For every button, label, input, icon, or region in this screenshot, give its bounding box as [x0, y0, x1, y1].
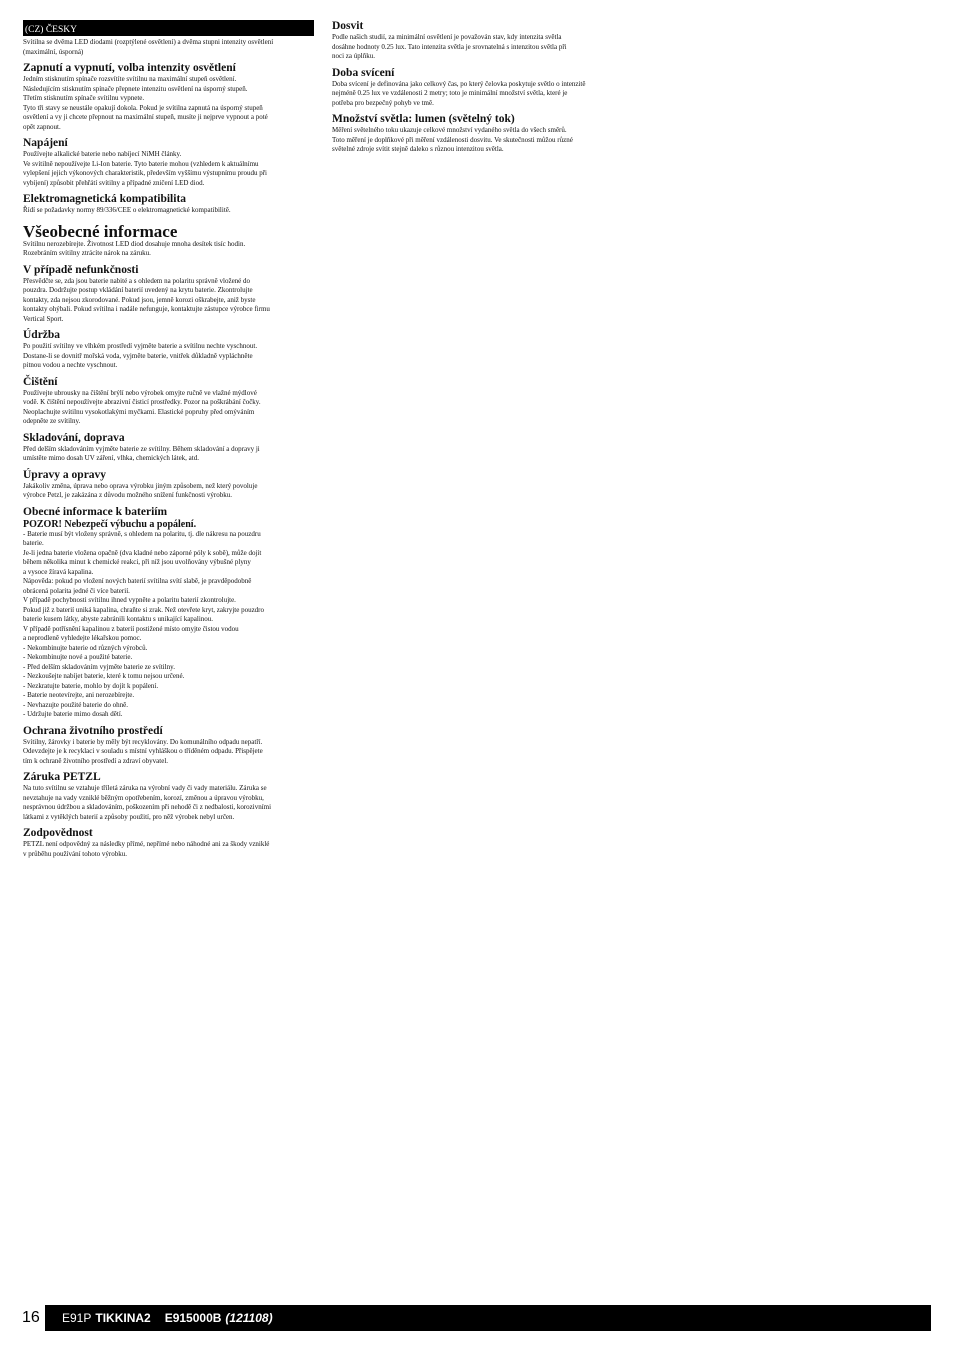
battery-warning: POZOR! Nebezpečí výbuchu a popálení.: [23, 518, 197, 530]
section-liability: [23, 827, 314, 859]
section-burn-time: [332, 67, 624, 109]
section-title: Množství světla: lumen (světelný tok): [332, 113, 515, 125]
section-text: Jakákoliv změna, úprava nebo oprava výrobku jiným způsobem, než který povoluje výrobce Petzl, je zakázána z důvodu možného snížení funkčnosti výrobku.: [23, 481, 258, 499]
section-power-intensity: [23, 62, 314, 132]
section-text: Měření světelného toku ukazuje celkové množství vydaného světla do všech směrů. Toto měření je doplňkové při měření vzdálenosti dosvitu. Ve skutečnosti můžou různé světelné zdroje svítit stejně daleko s různou intenzitou světla.: [332, 126, 573, 153]
section-title: Obecné informace k bateriím: [23, 505, 168, 518]
section-title: Úpravy a opravy: [23, 468, 107, 481]
intro-text: Svítilna se dvěma LED diodami (rozptýlené osvětlení) a dvěma stupni intenzity osvětlení (maximální, úsporná): [23, 38, 274, 56]
section-text: Svítilny, žárovky i baterie by měly být recyklovány. Do komunálního odpadu nepatří. Odevzdejte je k recyklaci v souladu s místní vyhláškou o tříděném odpadu. Přispějete tím k ochraně životního prostředí a zdraví obyvatel.: [23, 737, 263, 765]
section-text: Před delším skladováním vyjměte baterie ze svítilny. Během skladování a dopravy ji umístěte mimo dosah UV záření, vlhka, chemických látek, atd.: [23, 444, 260, 462]
section-text: Na tuto svítilnu se vztahuje tříletá záruka na výrobní vady či vady materiálu. Záruka se nevztahuje na vady vzniklé běžným opotřebením, korozí, změnou a úpravou výrobku, nesprávnou údržbou a skladováním, poškozením při nehodě či z nedbalosti, korozivními látkami z vytěklých baterií a způsoby použití, pro něž výrobek nebyl určen.: [23, 784, 272, 821]
section-environment: [23, 725, 314, 767]
section-text: Používejte ubrousky na čištění brýlí nebo výrobek omyjte ručně ve vlažné mýdlové vodě. K čištění nepoužívejte abrazivní čisticí prostředky. Pozor na poškrábání čočky. Neoplachujte svítilnu vysokotlakými myčkami. Elastické popruhy před omýváním odepněte ze svítilny.: [23, 388, 261, 425]
section-title: Elektromagnetická kompatibilita: [23, 193, 187, 205]
general-info-text: Svítilnu nerozebírejte. Životnost LED diod dosahuje mnoha desítek tisíc hodin. Rozebráním svítilny ztrácíte nárok na záruku.: [23, 239, 246, 257]
section-text: Používejte alkalické baterie nebo nabíjecí NiMH články. Ve svítilně nepoužívejte Li-Ion baterie. Tyto baterie mohou (vzhledem k aktuálnímu vylepšení jejich výkonových charakteristik, především vyššímu výstupnímu proudu při vybíjení) způsobit přehřátí svítilny a případné zničení LED diod.: [23, 150, 267, 187]
language-header: (CZ) ČESKY: [23, 20, 314, 36]
page-number: 16: [22, 1309, 40, 1326]
section-malfunction: [23, 264, 314, 325]
section-text: Přesvědčte se, zda jsou baterie nabité a s ohledem na polaritu správně vložené do pouzdra. Dodržujte postup vkládání baterií uvedený na krytu baterie. Zkontrolujte kontakty, zda nejsou zkorodované. Pokud jsou, jemně korozi oškrabejte, aniž byste kontakty ohýbali. Pokud svítilna i nadále nefunguje, kontaktujte zástupce výrobce firmu Vertical Sport.: [23, 276, 270, 323]
section-title: Záruka PETZL: [23, 771, 101, 783]
section-title: Ochrana životního prostředí: [23, 724, 163, 737]
section-title: Zapnutí a vypnutí, volba intenzity osvětlení: [23, 62, 236, 74]
section-batteries: [23, 506, 314, 720]
section-beam-distance: [332, 20, 624, 62]
reference-code: E915000B: [164, 1311, 222, 1325]
section-text: Doba svícení je definována jako celkový čas, po který čelovka poskytuje světlo o intenzitě nejméně 0.25 lux ve vzdálenosti 2 metry; toto je minimální množství světla, které je potřeba pro bezpečný pohyb ve tmě.: [332, 79, 586, 107]
general-info-title: Všeobecné informace: [23, 221, 178, 241]
page-footer: [0, 1305, 954, 1331]
section-text: Podle našich studií, za minimální osvětlení je považován stav, kdy intenzita světla dosáhne hodnoty 0.25 lux. Tato intenzita světla je srovnatelná s intenzitou světla při noci za úplňku.: [332, 33, 567, 60]
left-column: [23, 20, 314, 859]
section-text: - Baterie musí být vloženy správně, s ohledem na polaritu, tj. dle nákresu na pouzdru baterie. Je-li jedna baterie vložena opačně (dva kladné nebo záporné póly k sobě), může dojít během několika minut k chemické reakci, při níž jsou uvolňovány výbušné plyny a vysoce žíravá kapalina. Nápověda: pokud po vložení nových baterií svítilna svítí slabě, je pravděpodobně obrácená polarita jedné či více baterií. V případě pochybnosti svítilnu ihned vypněte a polaritu baterií zkontrolujte. Pokud již z baterií uniká kapalina, chraňte si zrak. Než otevřete kryt, zakryjte pouzdro baterie kusem látky, abyste zabránili kontaktu s unikající kapalinou. V případě potřísnění kapalinou z baterií postižené místo omyjte čistou vodou a neprodleně vyhledejte lékařskou pomoc. - Nekombinujte baterie od různých výrobců. - Nekombinujte nové a použité baterie. - Před delším skladováním vyjměte baterie ze svítilny. - Nezkoušejte nabíjet baterie, které k tomu nejsou určené. - Nezkratujte baterie, mohlo by dojít k popálení. - Baterie neotevírejte, ani nerozebírejte. - Nevhazujte použité baterie do ohně. - Udržujte baterie mimo dosah dětí.: [23, 529, 265, 718]
section-lumen: [332, 113, 624, 155]
section-maintenance: [23, 329, 314, 371]
section-text: Jedním stisknutím spínače rozsvítíte svítilnu na maximální stupeň osvětlení. Následujícím stisknutím spínače přepnete intenzitu osvětlení na úsporný stupeň. Třetím stisknutím spínače svítilnu vypnete. Tyto tři stavy se neustále opakují dokola. Pokud je svítilna zapnutá na úsporný stupeň osvětlení a vy ji chcete přepnout na maximální stupeň, musíte ji nejprve vypnout a poté opět zapnout.: [23, 75, 268, 131]
section-warranty: [23, 771, 314, 822]
section-modifications: [23, 469, 314, 501]
section-text: Řídí se požadavky normy 89/336/CEE o elektromagnetické kompatibilitě.: [23, 206, 231, 214]
model-code: E91P: [62, 1311, 92, 1325]
section-title: Údržba: [23, 329, 61, 341]
section-storage: [23, 432, 314, 464]
section-text: PETZL není odpovědný za následky přímé, nepřímé nebo náhodné ani za škody vzniklé v průběhu používání tohoto výrobku.: [23, 840, 270, 858]
section-title: Napájení: [23, 137, 68, 149]
section-title: Čištění: [23, 375, 58, 388]
footer-bar: [45, 1305, 931, 1331]
section-text: Po použití svítilny ve vlhkém prostředí vyjměte baterie a svítilnu nechte vyschnout. Dostane-li se dovnitř mořská voda, vyjměte baterie, vnitřek důkladně vypláchněte pitnou vodou a nechte vyschnout.: [23, 342, 258, 369]
section-cleaning: [23, 376, 314, 427]
section-title: Doba svícení: [332, 66, 395, 79]
section-title: Dosvit: [332, 20, 364, 32]
section-power-supply: [23, 137, 314, 188]
section-title: Skladování, doprava: [23, 431, 125, 444]
product-name: TIKKINA2: [95, 1311, 151, 1325]
section-title: V případě nefunkčnosti: [23, 263, 139, 276]
date-code: (121108): [225, 1311, 273, 1325]
section-emc: [23, 193, 314, 216]
right-column: [332, 20, 624, 155]
section-title: Zodpovědnost: [23, 827, 93, 839]
